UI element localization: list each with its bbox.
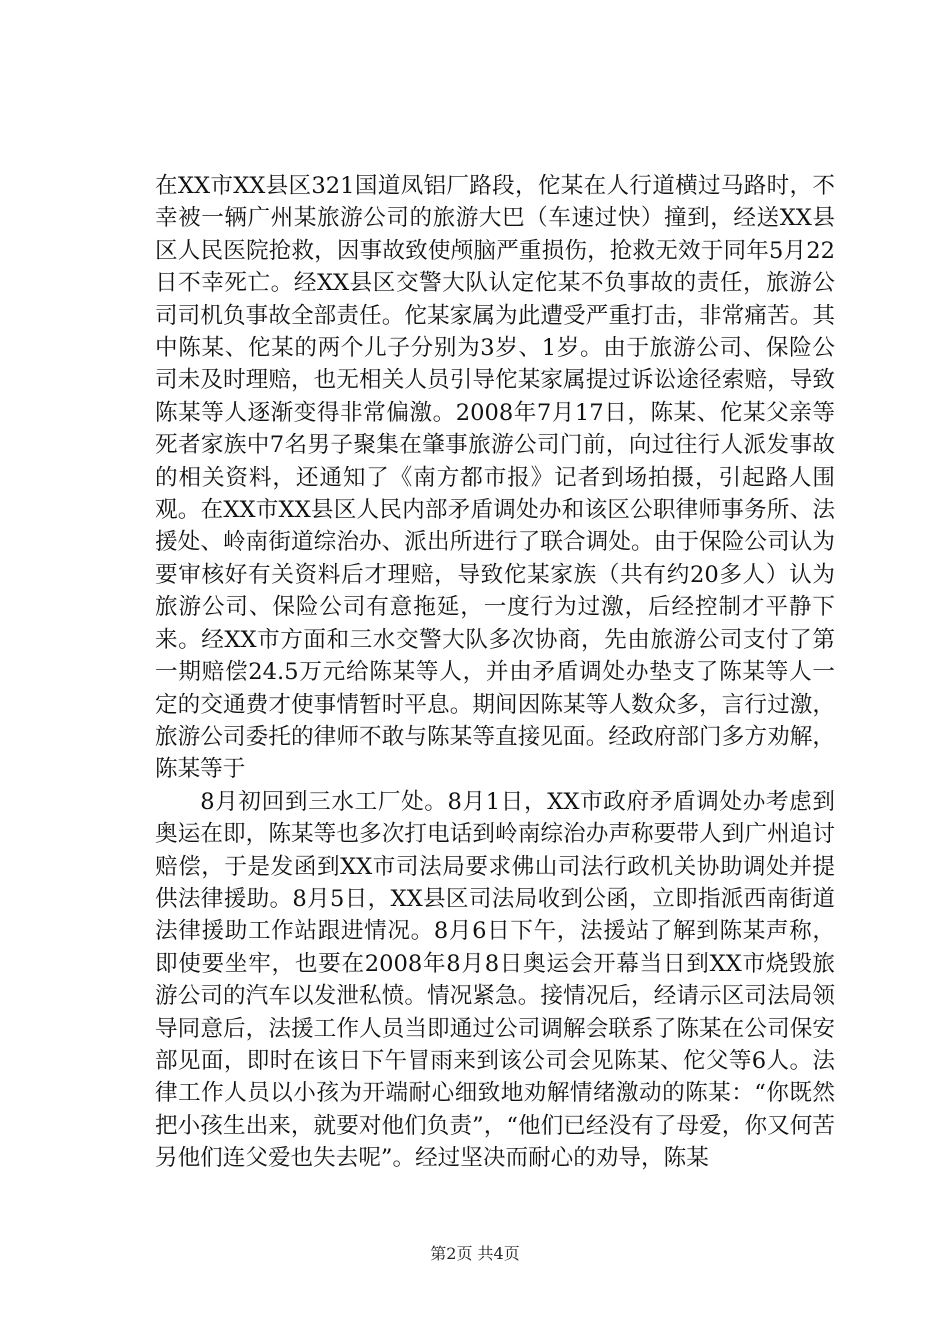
- paragraph-1: 在XX市XX县区321国道凤铝厂路段，佗某在人行道横过马路时，不幸被一辆广州某旅游公司的旅游大巴（车速过快）撞到，经送XX县区人民医院抢救，因事故致使颅脑严重损伤，抢救无效于同年5月22日不幸死亡。经XX县区交警大队认定佗某不负事故的责任，旅游公司司机负事故全部责任。佗某家属为此遭受严重打击，非常痛苦。其中陈某、佗某的两个儿子分别为3岁、1岁。由于旅游公司、保险公司未及时理赔，也无相关人员引导佗某家属提过诉讼途径索赔，导致陈某等人逐渐变得非常偏激。2008年7月17日，陈某、佗某父亲等死者家族中7名男子聚集在肇事旅游公司门前，向过往行人派发事故的相关资料，还通知了《南方都市报》记者到场拍摄，引起路人围观。在XX市XX县区人民内部矛盾调处办和该区公职律师事务所、法援处、岭南街道综治办、派出所进行了联合调处。由于保险公司认为要审核好有关资料后才理赔，导致佗某家族（共有约20多人）认为旅游公司、保险公司有意拖延，一度行为过激，后经控制才平静下来。经XX市方面和三水交警大队多次协商，先由旅游公司支付了第一期赔偿24.5万元给陈某等人，并由矛盾调处办垫支了陈某等人一定的交通费才使事情暂时平息。期间因陈某等人数众多，言行过激，旅游公司委托的律师不敢与陈某等直接见面。经政府部门多方劝解，陈某等于: [155, 173, 835, 783]
- page-footer: 第2页 共4页: [430, 1244, 520, 1263]
- paragraph-2: 8月初回到三水工厂处。8月1日，XX市政府矛盾调处办考虑到奥运在即，陈某等也多次打电话到岭南综治办声称要带人到广州追讨赔偿，于是发函到XX市司法局要求佛山司法行政机关协助调处并提供法律援助。8月5日，XX县区司法局收到公函，立即指派西南街道法律援助工作站跟进情况。8月6日下午，法援站了解到陈某声称，即使要坐牢，也要在2008年8月8日奥运会开幕当日到XX市烧毁旅游公司的汽车以发泄私愤。情况紧急。接情况后，经请示区司法局领导同意后，法援工作人员当即通过公司调解会联系了陈某在公司保安部见面，即时在该日下午冒雨来到该公司会见陈某、佗父等6人。法律工作人员以小孩为开端耐心细致地劝解情绪激动的陈某：“你既然把小孩生出来，就要对他们负责”，“他们已经没有了母爱，你又何苦另他们连父爱也失去呢”。经过坚决而耐心的劝导，陈某: [155, 788, 835, 1172]
- document-body: [155, 170, 835, 1175]
